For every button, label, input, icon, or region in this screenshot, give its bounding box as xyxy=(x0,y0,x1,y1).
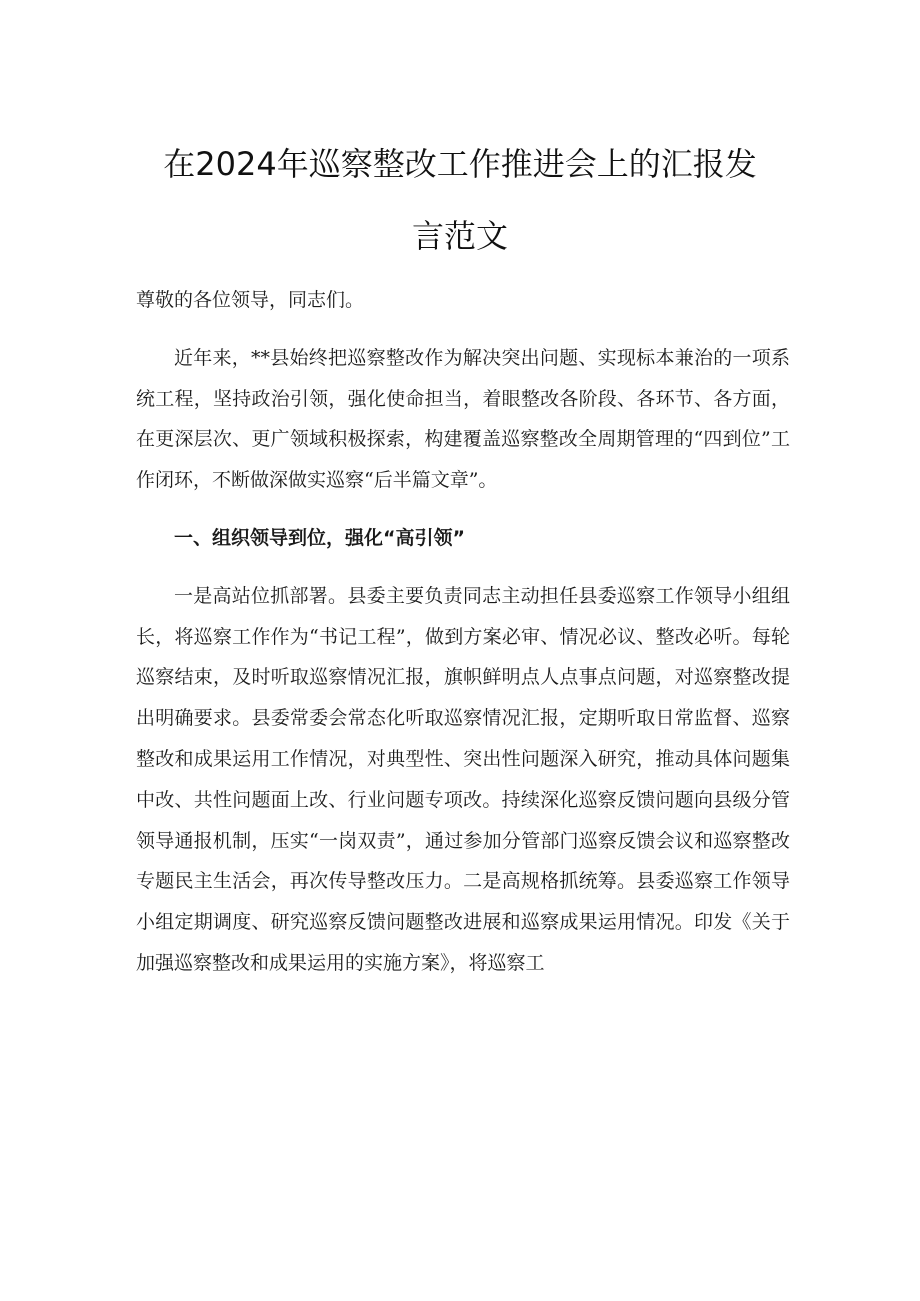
title-line-2: 言范文 xyxy=(411,217,508,255)
section-heading: 一、组织领导到位，强化“高引领” xyxy=(174,526,465,549)
section-paragraph: 一是高站位抓部署。县委主要负责同志主动担任县委巡察工作领导小组组长，将巡察工作作为“书记工程”，做到方案必审、情况必议、整改必听。每轮巡察结束，及时听取巡察情况汇报，旗帜鲜明点人点事点问题，对巡察整改提出明确要求。县委常委会常态化听取巡察情况汇报，定期听取日常监督、巡察整改和成果运用工作情况，对典型性、突出性问题深入研究，推动具体问题集中改、共性问题面上改、行业问题专项改。持续深化巡察反馈问题向县级分管领导通报机制，压实“一岗双责”，通过参加分管部门巡察反馈会议和巡察整改专题民主生活会，再次传导整改压力。二是高规格抓统筹。县委巡察工作领导小组定期调度、研究巡察反馈问题整改进展和巡察成果运用情况。印发《关于加强巡察整改和成果运用的实施方案》，将巡察工 xyxy=(136,584,790,974)
document-body xyxy=(136,280,790,984)
title-line-1: 在2024年巡察整改工作推进会上的汇报发 xyxy=(163,145,757,183)
document-title xyxy=(100,128,820,272)
salutation: 尊敬的各位领导，同志们。 xyxy=(136,289,365,311)
intro-paragraph: 近年来，**县始终把巡察整改作为解决突出问题、实现标本兼治的一项系统工程，坚持政治引领，强化使命担当，着眼整改各阶段、各环节、各方面，在更深层次、更广领域积极探索，构建覆盖巡察整改全周期管理的“四到位”工作闭环，不断做深做实巡察“后半篇文章”。 xyxy=(136,346,790,492)
